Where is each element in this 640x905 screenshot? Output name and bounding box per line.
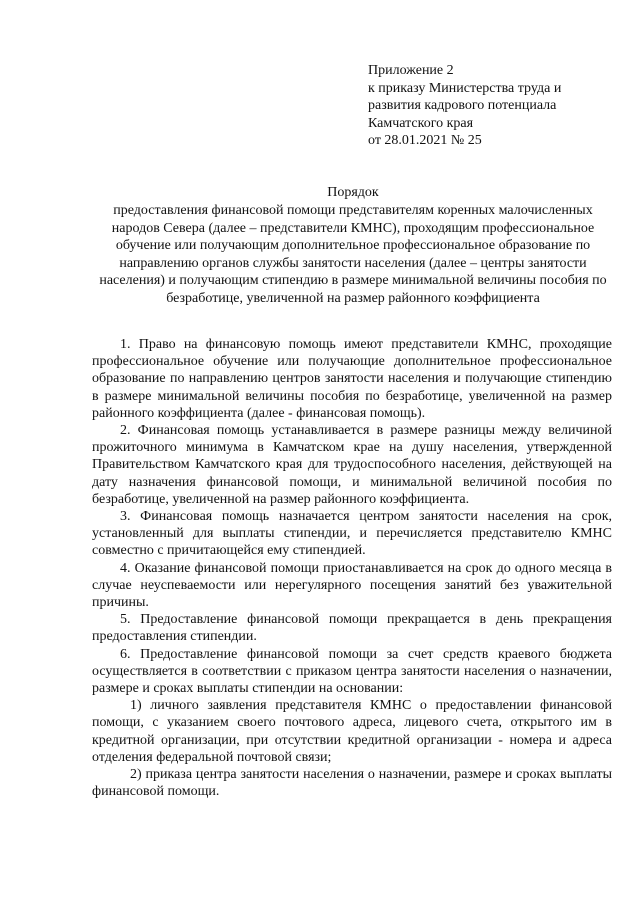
paragraph-3: 3. Финансовая помощь назначается центром занятости населения на срок, установленный для выплаты стипендии, и перечисляется представителю КМНС совместно с причитающейся ему стипендией.	[92, 509, 612, 559]
appendix-line-1: Приложение 2	[368, 63, 454, 78]
appendix-line-3: развития кадрового потенциала	[368, 98, 557, 113]
document-body	[92, 336, 612, 800]
subparagraph-2: 2) приказа центра занятости населения о назначении, размере и сроках выплаты финансовой помощи.	[92, 767, 612, 800]
appendix-line-5: от 28.01.2021 № 25	[368, 133, 482, 148]
subparagraph-1: 1) личного заявления представителя КМНС о предоставлении финансовой помощи, с указанием своего почтового адреса, лицевого счета, открытого им в кредитной организации, при отсутствии кредитной организации - номера и адреса отделения федеральной почтовой связи;	[92, 698, 612, 765]
heading-word: Порядок	[327, 185, 379, 200]
paragraph-4: 4. Оказание финансовой помощи приостанавливается на срок до одного месяца в случае неуспеваемости или нерегулярного посещения занятий без уважительной причины.	[92, 560, 612, 611]
paragraph-1: 1. Право на финансовую помощь имеют представители КМНС, проходящие профессиональное обучение или получающие дополнительное профессиональное образование по направлению центров занятости населения и получающие стипендию в размере минимальной величины пособия по безработице, увеличенной на размер районного коэффициента (далее - финансовая помощь).	[92, 337, 612, 421]
appendix-header	[368, 62, 618, 150]
appendix-line-4: Камчатского края	[368, 115, 474, 131]
paragraph-6: 6. Предоставление финансовой помощи за счет средств краевого бюджета осуществляется в соответствии с приказом центра занятости населения о назначении, размере и сроках выплаты стипендии на основании:	[92, 646, 612, 697]
paragraph-2: 2. Финансовая помощь устанавливается в размере разницы между величиной прожиточного минимума в Камчатском крае на душу населения, утвержденной Правительством Камчатского края для трудоспособного населения, действующей на дату назначения финансовой помощи, и минимальной величиной пособия по безработице, увеличенной на размер районного коэффициента.	[92, 423, 612, 507]
document-title: предоставления финансовой помощи представителям коренных малочисленных народов Севера (далее – представители КМНС), проходящим профессиональное обучение или получающим дополнительное профессиональное образование по направлению органов службы занятости населения (далее – центры занятости населения) и получающим стипендию в размере минимальной величины пособия по безработице, увеличенной на размер районного коэффициента	[99, 203, 607, 306]
paragraph-5: 5. Предоставление финансовой помощи прекращается в день прекращения предоставления стипендии.	[92, 612, 612, 645]
appendix-line-2: к приказу Министерства труда и	[368, 80, 562, 96]
document-heading	[96, 184, 610, 202]
